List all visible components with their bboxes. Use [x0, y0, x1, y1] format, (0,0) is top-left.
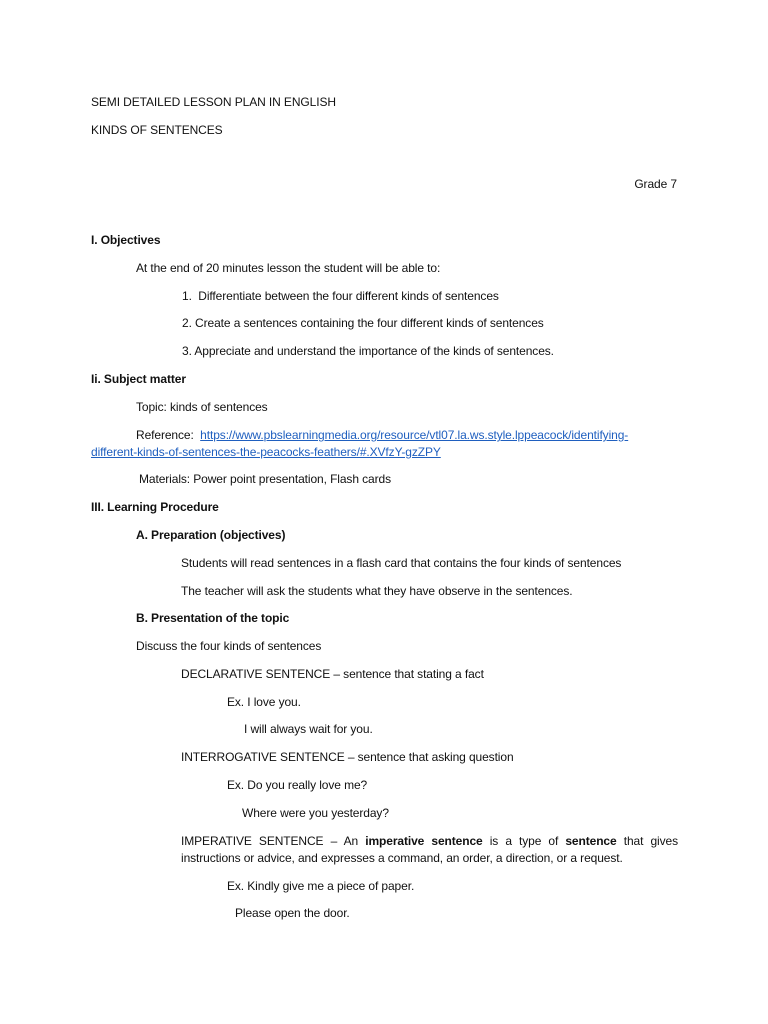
document-title: SEMI DETAILED LESSON PLAN IN ENGLISH	[91, 95, 336, 109]
document-subtitle: KINDS OF SENTENCES	[91, 123, 223, 137]
materials-line: Materials: Power point presentation, Flash cards	[139, 472, 391, 486]
imperative-example-1: Ex. Kindly give me a piece of paper.	[227, 879, 415, 893]
objectives-heading: I. Objectives	[91, 233, 161, 247]
declarative-example-1: Ex. I love you.	[227, 695, 301, 709]
imperative-def-part-3: that gives instructions or advice, and expresses a command, an order, a direction, or a request.	[181, 834, 678, 865]
preparation-line-2: The teacher will ask the students what they have observe in the sentences.	[181, 584, 573, 598]
presentation-heading: B. Presentation of the topic	[136, 611, 290, 625]
objective-item-1: 1. Differentiate between the four different kinds of sentences	[182, 289, 499, 303]
declarative-example-2: I will always wait for you.	[244, 722, 373, 736]
preparation-heading: A. Preparation (objectives)	[136, 528, 286, 542]
imperative-definition	[181, 833, 678, 867]
reference-line-1	[136, 428, 628, 443]
topic-line: Topic: kinds of sentences	[136, 400, 268, 414]
procedure-heading: III. Learning Procedure	[91, 500, 219, 514]
reference-label: Reference:	[136, 428, 194, 442]
imperative-def-bold-1: imperative sentence	[365, 834, 483, 848]
imperative-example-2: Please open the door.	[235, 906, 350, 920]
declarative-definition: DECLARATIVE SENTENCE – sentence that stating a fact	[181, 667, 484, 681]
interrogative-definition: INTERROGATIVE SENTENCE – sentence that asking question	[181, 750, 514, 764]
grade-label: Grade 7	[634, 177, 677, 191]
interrogative-example-1: Ex. Do you really love me?	[227, 778, 368, 792]
presentation-intro: Discuss the four kinds of sentences	[136, 639, 322, 653]
reference-link-continued[interactable]: different-kinds-of-sentences-the-peacocks-feathers/#.XVfzY-gzZPY	[91, 445, 441, 459]
objectives-intro: At the end of 20 minutes lesson the student will be able to:	[136, 261, 441, 275]
imperative-def-part-1: IMPERATIVE SENTENCE – An	[181, 834, 366, 848]
objective-item-2: 2. Create a sentences containing the four different kinds of sentences	[182, 316, 544, 330]
preparation-line-1: Students will read sentences in a flash card that contains the four kinds of sentences	[181, 556, 622, 570]
interrogative-example-2: Where were you yesterday?	[242, 806, 389, 820]
imperative-def-part-2: is a type of	[482, 834, 566, 848]
imperative-def-bold-2: sentence	[565, 834, 617, 848]
reference-link[interactable]: https://www.pbslearningmedia.org/resource/vtl07.la.ws.style.lppeacock/identifying-	[200, 428, 629, 442]
subject-matter-heading: Ii. Subject matter	[91, 372, 186, 386]
objective-item-3: 3. Appreciate and understand the importance of the kinds of sentences.	[182, 344, 554, 358]
